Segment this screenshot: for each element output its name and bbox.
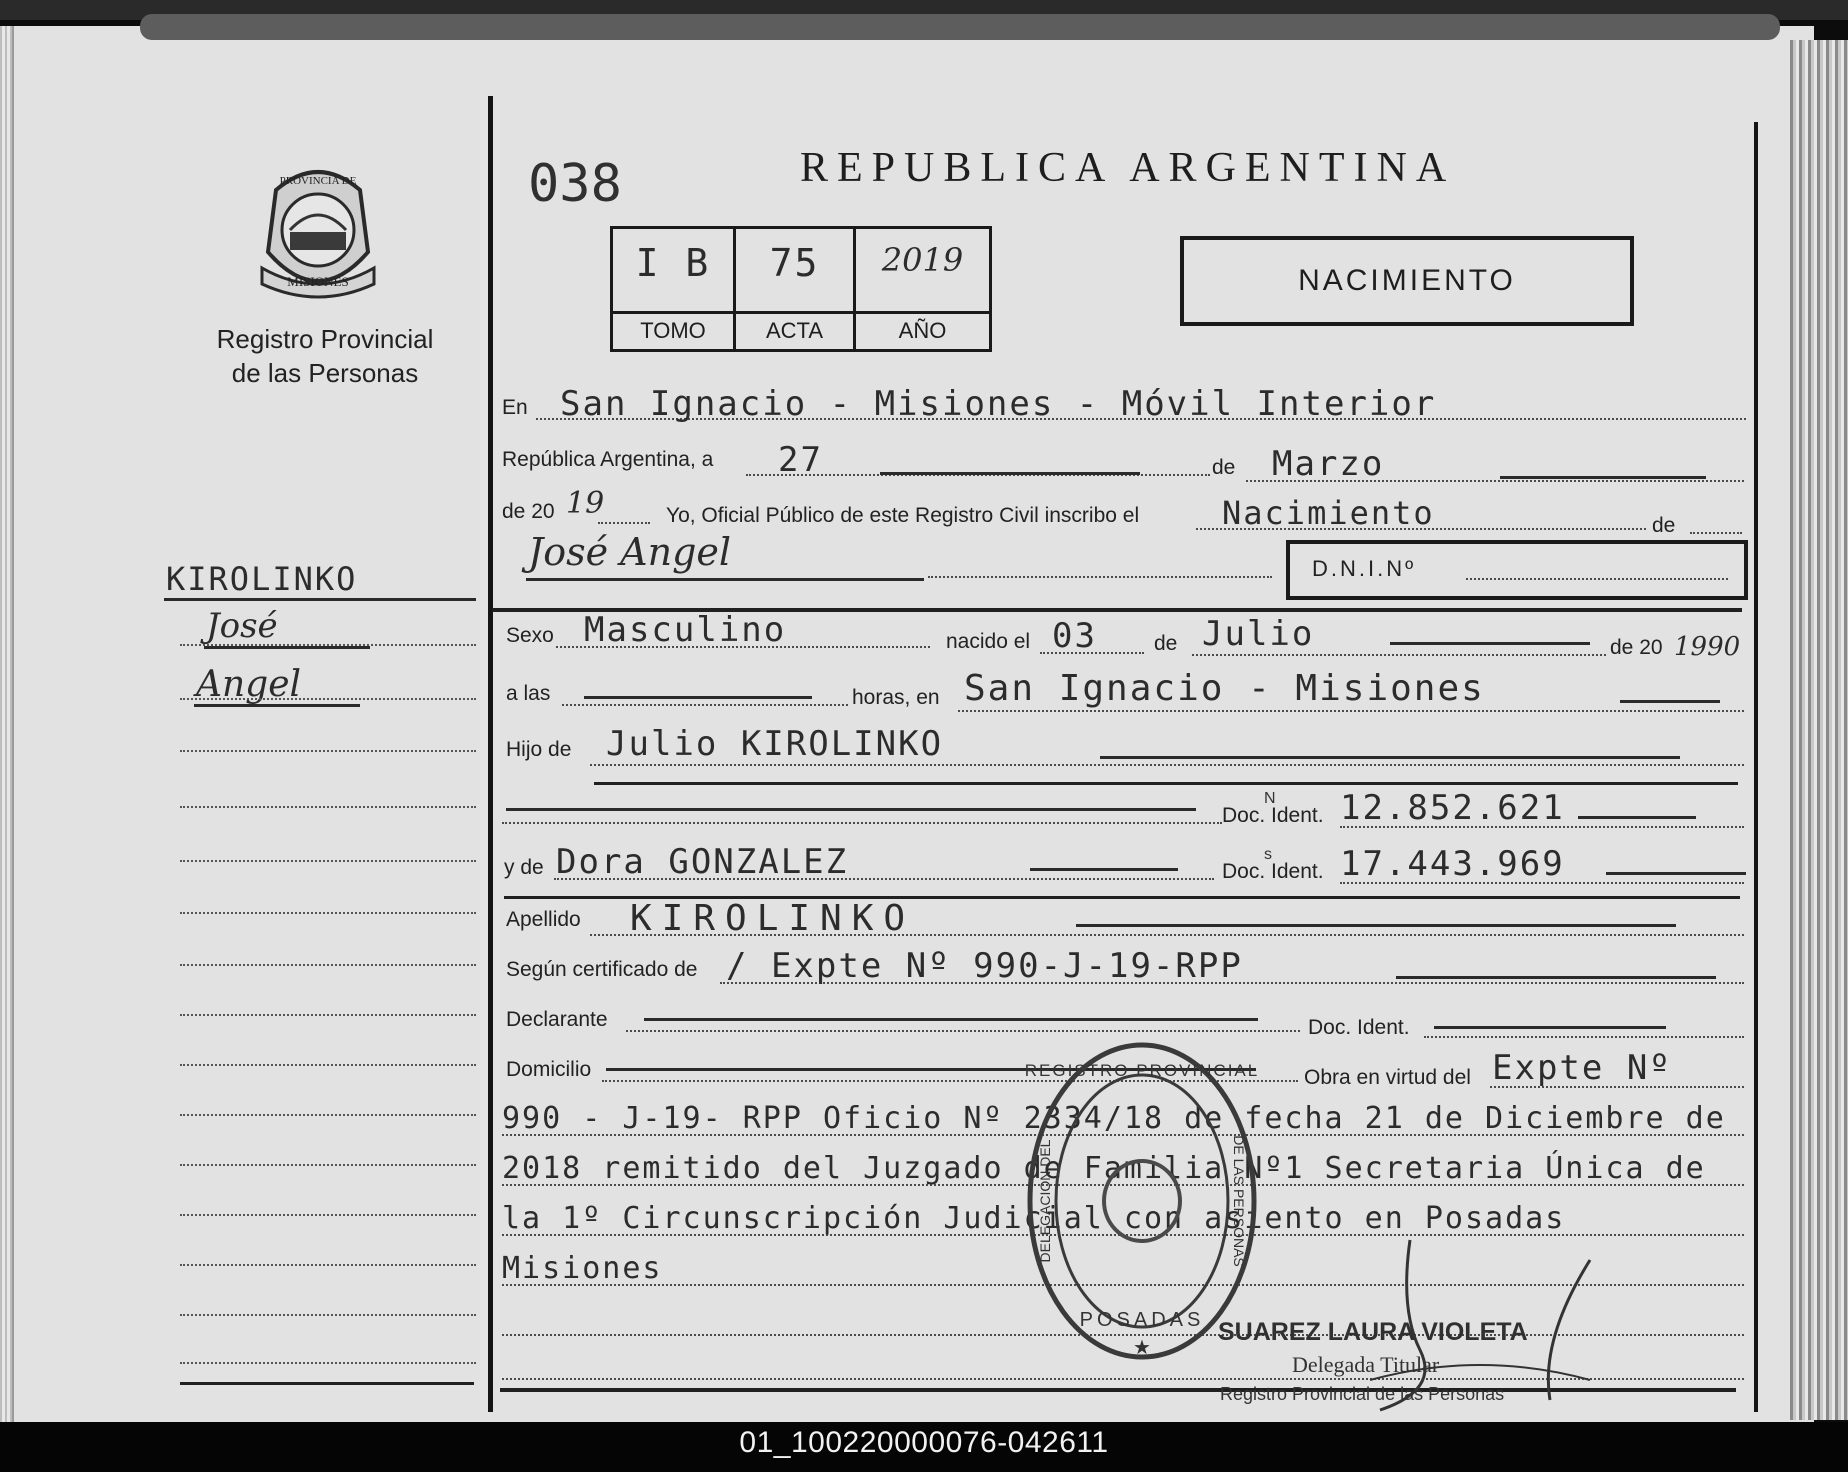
svg-text:DE LAS PERSONAS: DE LAS PERSONAS <box>1231 1135 1247 1267</box>
alas-strike <box>584 696 812 699</box>
birth-de-label: de <box>1154 632 1178 655</box>
inscription-de-label: de <box>1652 514 1676 537</box>
declarante-doc-strike <box>1434 1026 1666 1029</box>
signer-name: SUAREZ LAURA VIOLETA <box>1218 1318 1528 1346</box>
day-strike <box>880 472 1140 475</box>
hijo-label: Hijo de <box>506 738 572 761</box>
obra-value: Expte Nº <box>1492 1048 1672 1088</box>
tomo-label: TOMO <box>613 311 733 352</box>
month-value: Marzo <box>1272 444 1385 484</box>
margin-line <box>180 1114 476 1116</box>
mother-name-strike <box>1030 868 1178 871</box>
birth-place-dots <box>958 710 1744 712</box>
margin-line <box>180 644 476 646</box>
acta-label: ACTA <box>736 311 853 352</box>
declarante-strike <box>644 1018 1258 1021</box>
svg-text:PROVINCIA DE: PROVINCIA DE <box>279 175 357 187</box>
father-doc-end-strike <box>1578 816 1696 819</box>
domicilio-label: Domicilio <box>506 1058 592 1081</box>
row-rule <box>594 782 1738 785</box>
month-de-label: de <box>1212 456 1236 479</box>
margin-line <box>180 750 476 752</box>
declarante-doc-dots <box>1424 1036 1744 1038</box>
birth-year-value: 1990 <box>1674 632 1741 662</box>
person-name-dots <box>928 576 1272 578</box>
declarante-label: Declarante <box>506 1008 608 1031</box>
inscription-value: Nacimiento <box>1222 494 1435 532</box>
office-line-2: de las Personas <box>231 358 419 388</box>
father-doc-label: Doc. Ident. <box>1222 804 1324 827</box>
mother-name: Dora GONZALEZ <box>556 842 849 882</box>
yde-label: y de <box>504 856 544 879</box>
margin-surname: KIROLINKO <box>166 560 358 598</box>
svg-text:★: ★ <box>1133 1337 1151 1359</box>
column-divider <box>488 96 493 1412</box>
segun-value: / Expte Nº 990-J-19-RPP <box>726 946 1243 986</box>
margin-name-1: José <box>206 606 278 646</box>
yo-oficial-text: Yo, Oficial Público de este Registro Civil inscribo el <box>666 504 1140 527</box>
birth-month-value: Julio <box>1202 614 1315 654</box>
year-dots <box>598 522 650 524</box>
signer-office: Registro Provincial de las Personas <box>1220 1384 1505 1404</box>
father-doc-value: 12.852.621 <box>1340 788 1565 828</box>
province-seal-icon <box>256 160 380 302</box>
person-name: José Angel <box>528 530 732 574</box>
sexo-label: Sexo <box>506 624 554 647</box>
margin-name-1-underline <box>204 646 370 649</box>
record-cell-tomo <box>613 229 736 349</box>
birth-day-value: 03 <box>1052 616 1097 656</box>
margin-line <box>180 1064 476 1066</box>
horas-label: horas, en <box>852 686 940 709</box>
margin-line <box>180 698 476 700</box>
margin-line <box>180 912 476 914</box>
margin-name-2: Angel <box>196 664 302 705</box>
margin-line <box>180 964 476 966</box>
margin-line <box>180 806 476 808</box>
acta-value: 75 <box>769 241 820 285</box>
record-cell-ano <box>856 229 989 349</box>
svg-text:POSADAS: POSADAS <box>1079 1309 1205 1331</box>
ano-value: 2019 <box>881 241 964 279</box>
mother-doc-end-strike <box>1606 872 1746 875</box>
tomo-value: I B <box>635 241 711 285</box>
country-title: REPUBLICA ARGENTINA <box>800 145 1456 191</box>
official-stamp <box>1022 1036 1262 1366</box>
father-doc-prefix: N <box>1264 790 1276 807</box>
inscription-de-dots <box>1690 532 1742 534</box>
signer-role: Delegada Titular <box>1292 1352 1440 1377</box>
republica-label: República Argentina, a <box>502 448 714 471</box>
segun-label: Según certificado de <box>506 958 698 981</box>
hijo-dots <box>590 764 1744 766</box>
mother-doc-value: 17.443.969 <box>1340 844 1565 884</box>
svg-text:REGISTRO PROVINCIAL: REGISTRO PROVINCIAL <box>1024 1061 1260 1080</box>
page-stack-edge <box>1790 40 1848 1420</box>
office-line-1: Registro Provincial <box>216 324 434 354</box>
person-name-underline <box>526 578 924 581</box>
birth-month-dots <box>1192 654 1606 656</box>
mother-doc-prefix: s <box>1264 846 1272 863</box>
margin-line <box>180 1314 476 1316</box>
father-doc-left-dots <box>502 822 1222 824</box>
registry-office-name <box>170 322 480 390</box>
obra-text: 990 - J-19- RPP Oficio Nº 2334/18 de fecha 21 de Diciembre de 2018 remitido del Juzgado de Familia Nº1 Secretaria Única de la 1º Circunscripción Judicial con asiento en Posadas Misiones <box>502 1101 1726 1286</box>
apellido-value: KIROLINKO <box>630 898 916 939</box>
margin-surname-underline <box>164 598 476 601</box>
ano-label: AÑO <box>856 311 989 352</box>
apellido-label: Apellido <box>506 908 581 931</box>
alas-label: a las <box>506 682 551 705</box>
svg-text:DELEGACION DEL: DELEGACION DEL <box>1037 1139 1053 1263</box>
margin-line <box>180 860 476 862</box>
day-value: 27 <box>778 440 823 480</box>
document-id: 01_100220000076-042611 <box>739 1426 1109 1459</box>
binder-rod <box>140 14 1780 40</box>
sexo-value: Masculino <box>584 610 787 650</box>
margin-line <box>180 1362 476 1364</box>
dni-label: D.N.I.Nº <box>1312 556 1417 581</box>
birth-place-value: San Ignacio - Misiones <box>964 668 1485 709</box>
birth-month-strike <box>1390 642 1590 645</box>
margin-bottom-rule <box>180 1382 474 1385</box>
month-strike <box>1500 476 1706 479</box>
father-name: Julio KIROLINKO <box>606 724 944 764</box>
declarante-doc-label: Doc. Ident. <box>1308 1016 1410 1039</box>
folio-number: 038 <box>528 154 622 214</box>
page-edge-left <box>0 26 12 1422</box>
father-doc-strike <box>506 808 1196 811</box>
apellido-strike <box>1076 924 1676 927</box>
en-label: En <box>502 396 528 419</box>
record-type-box <box>1180 236 1634 326</box>
record-type-label: NACIMIENTO <box>1298 264 1516 297</box>
nacido-label: nacido el <box>946 630 1031 653</box>
alas-dots <box>562 704 848 706</box>
declarante-dots <box>626 1030 1300 1032</box>
year-suffix-value: 19 <box>566 486 605 521</box>
svg-text:MISIONES: MISIONES <box>287 274 349 289</box>
en-value: San Ignacio - Misiones - Móvil Interior <box>560 384 1437 424</box>
segun-strike <box>1396 976 1716 979</box>
margin-line <box>180 1214 476 1216</box>
margin-line <box>180 1264 476 1266</box>
father-name-strike <box>1100 756 1680 759</box>
margin-line <box>180 1014 476 1016</box>
record-number-box <box>610 226 992 352</box>
margin-line <box>180 1164 476 1166</box>
obra-label: Obra en virtud del <box>1304 1066 1471 1089</box>
mother-doc-label: Doc. Ident. <box>1222 860 1324 883</box>
birth-year-prefix: de 20 <box>1610 636 1663 659</box>
form-right-border <box>1754 122 1758 1412</box>
year-prefix-label: de 20 <box>502 500 555 523</box>
dni-dots <box>1466 578 1728 580</box>
margin-name-2-underline <box>194 704 360 707</box>
birth-place-strike <box>1620 700 1720 703</box>
record-cell-acta <box>736 229 856 349</box>
